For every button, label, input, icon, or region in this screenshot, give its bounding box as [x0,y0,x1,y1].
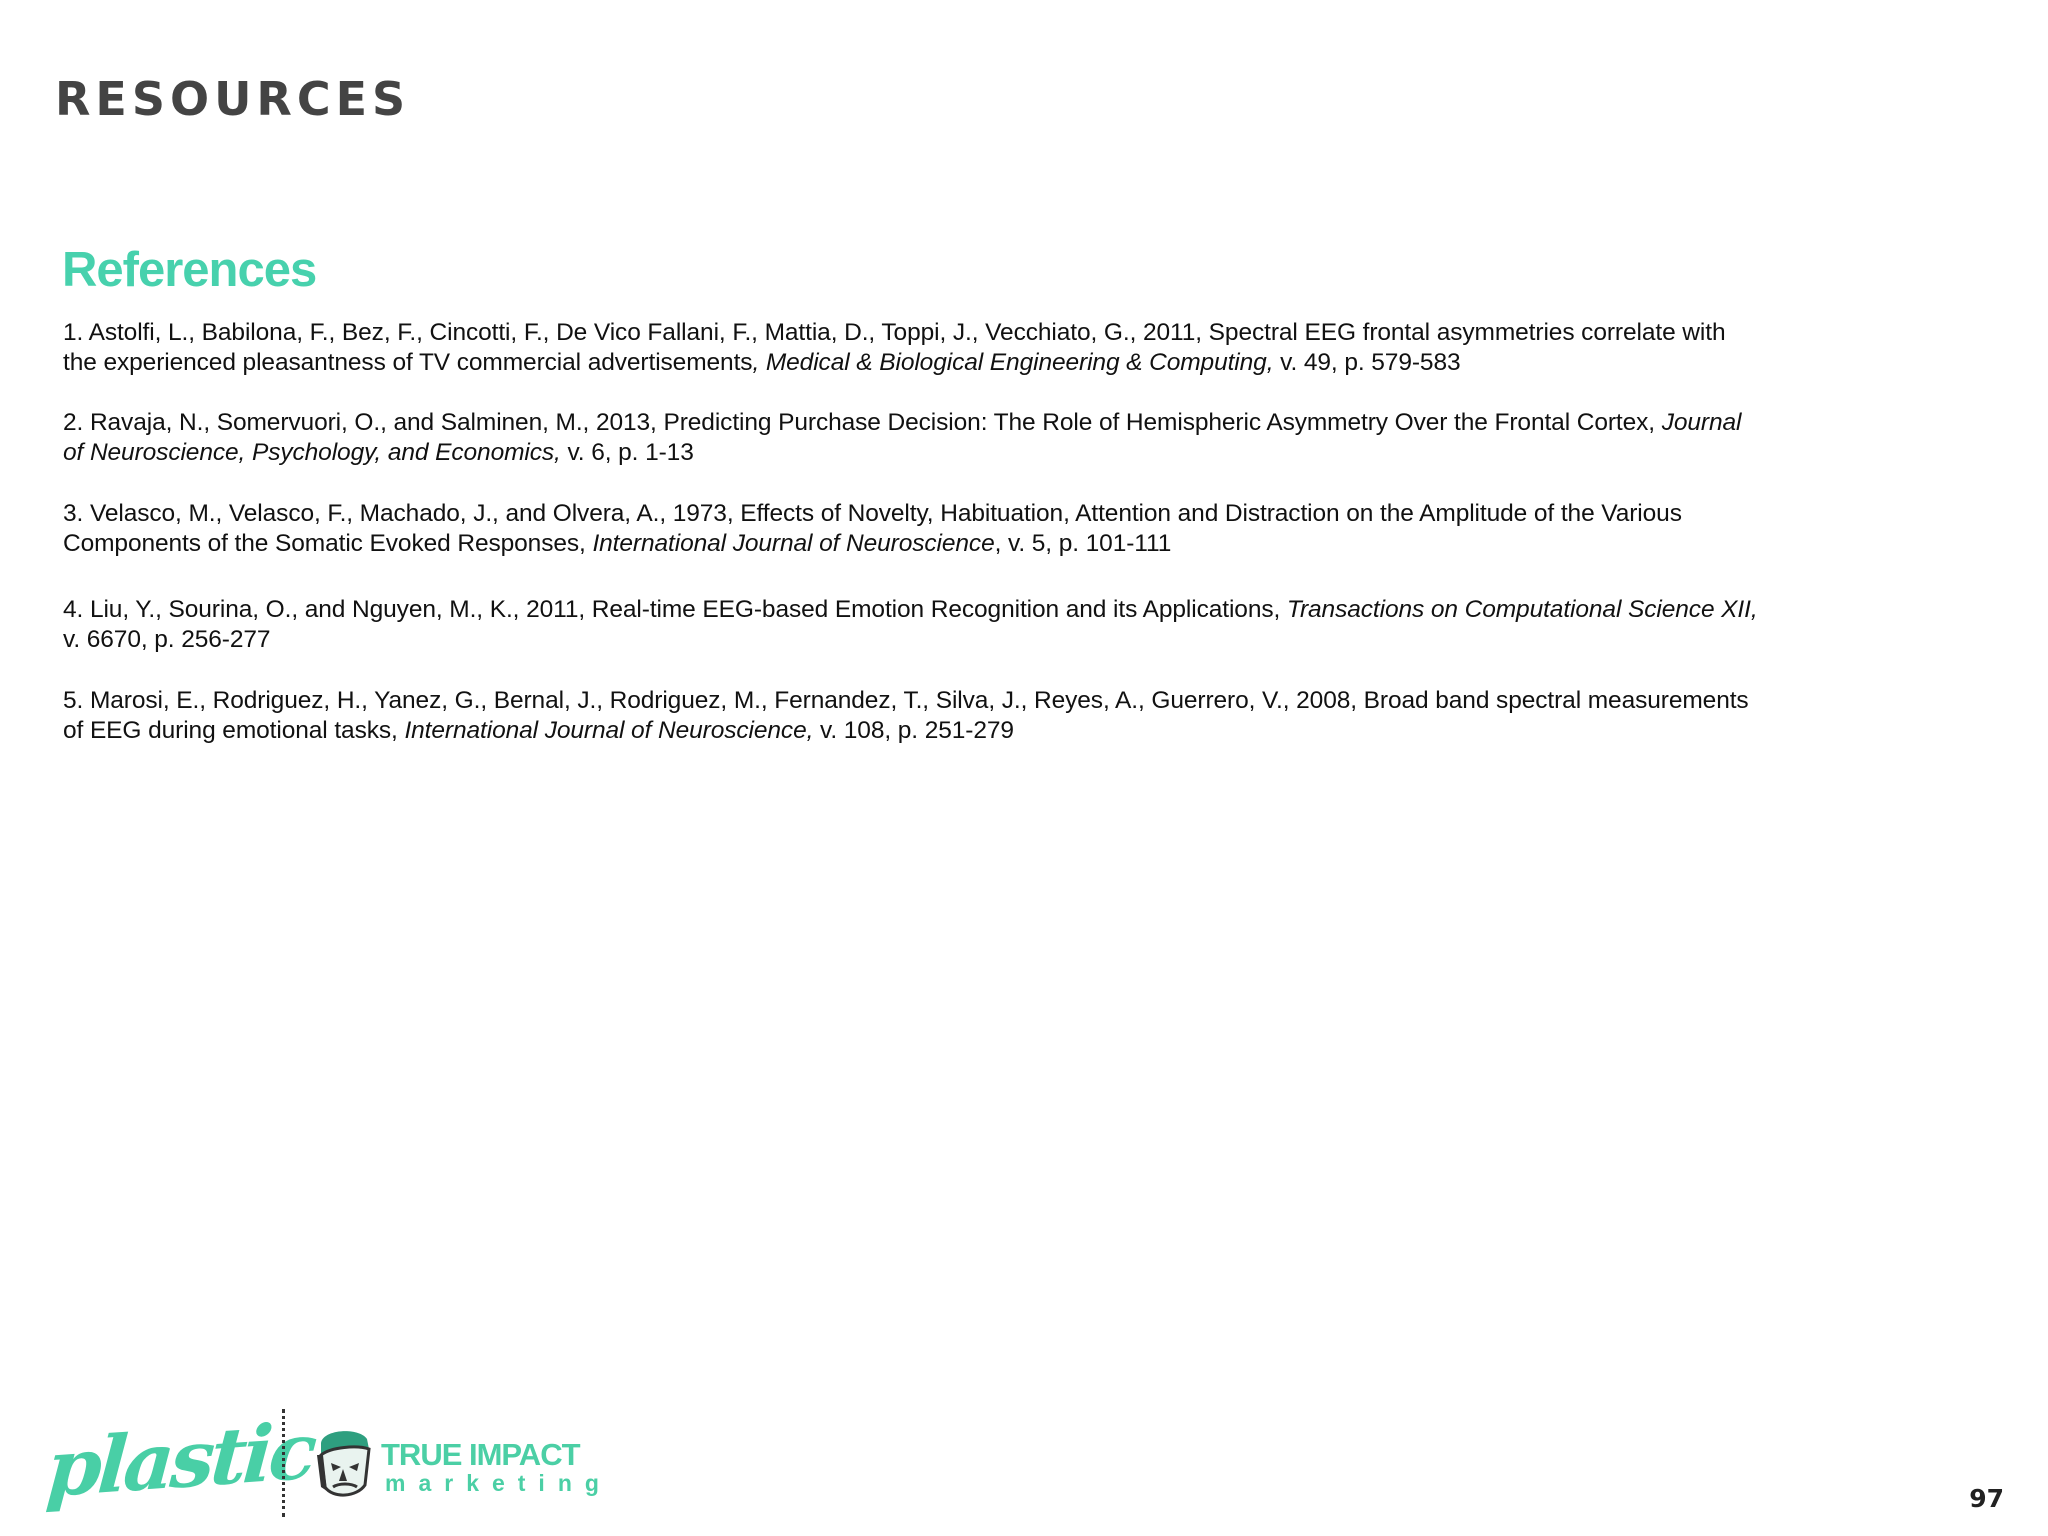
reference-details: v. 6, p. 1-13 [560,439,694,466]
reference-text: 3. Velasco, M., Velasco, F., Machado, J., and Olvera, A., 1973, Effects of Novelty, Habituation, Attention and Distraction on the Amplitude of the Various Components of the Somatic Evoked Responses, [63,500,1682,557]
true-impact-name: TRUE IMPACT [381,1437,580,1472]
page-title: RESOURCES [55,72,411,126]
reference-journal: , Medical & Biological Engineering & Computing, [752,349,1274,376]
page-number: 97 [1969,1484,2004,1513]
reference-item-1 [63,318,1763,378]
true-impact-subtitle: marketing [385,1470,612,1496]
reference-journal: International Journal of Neuroscience [592,530,995,557]
reference-details: , v. 5, p. 101-111 [994,530,1172,557]
reference-journal: Journal of Neuroscience, Psychology, and Economics, [63,409,1742,466]
reference-item-2 [63,408,1763,468]
reference-text: 5. Marosi, E., Rodriguez, H., Yanez, G., Bernal, J., Rodriguez, M., Fernandez, T., Silva, J., Reyes, A., Guerrero, V., 2008, Broad band spectral measurements of EEG during emotional tasks, [63,687,1749,744]
references-heading: References [62,243,317,297]
reference-text: 1. Astolfi, L., Babilona, F., Bez, F., Cincotti, F., De Vico Fallani, F., Mattia, D., Toppi, J., Vecchiato, G., 2011, Spectral EEG frontal asymmetries correlate with the experienced pleasantness of TV commercial advertisements [63,319,1726,376]
reference-text: 2. Ravaja, N., Somervuori, O., and Salminen, M., 2013, Predicting Purchase Decision: The Role of Hemispheric Asymmetry Over the Frontal Cortex, [63,409,1662,436]
reference-item-4 [63,595,1763,655]
reference-details: v. 6670, p. 256-277 [63,626,271,653]
reference-text: 4. Liu, Y., Sourina, O., and Nguyen, M., K., 2011, Real-time EEG-based Emotion Recognition and its Applications, [63,596,1287,623]
reference-journal: International Journal of Neuroscience, [404,717,814,744]
logo-divider [282,1409,285,1517]
reference-item-5 [63,686,1763,746]
true-impact-head-icon [313,1425,373,1501]
plastic-logo [43,1405,316,1525]
reference-details: v. 108, p. 251-279 [813,717,1014,744]
reference-item-3 [63,499,1763,559]
plastic-logo-text: plastic [43,1405,316,1516]
reference-journal: Transactions on Computational Science XII, [1286,596,1758,623]
reference-details: v. 49, p. 579-583 [1273,349,1461,376]
